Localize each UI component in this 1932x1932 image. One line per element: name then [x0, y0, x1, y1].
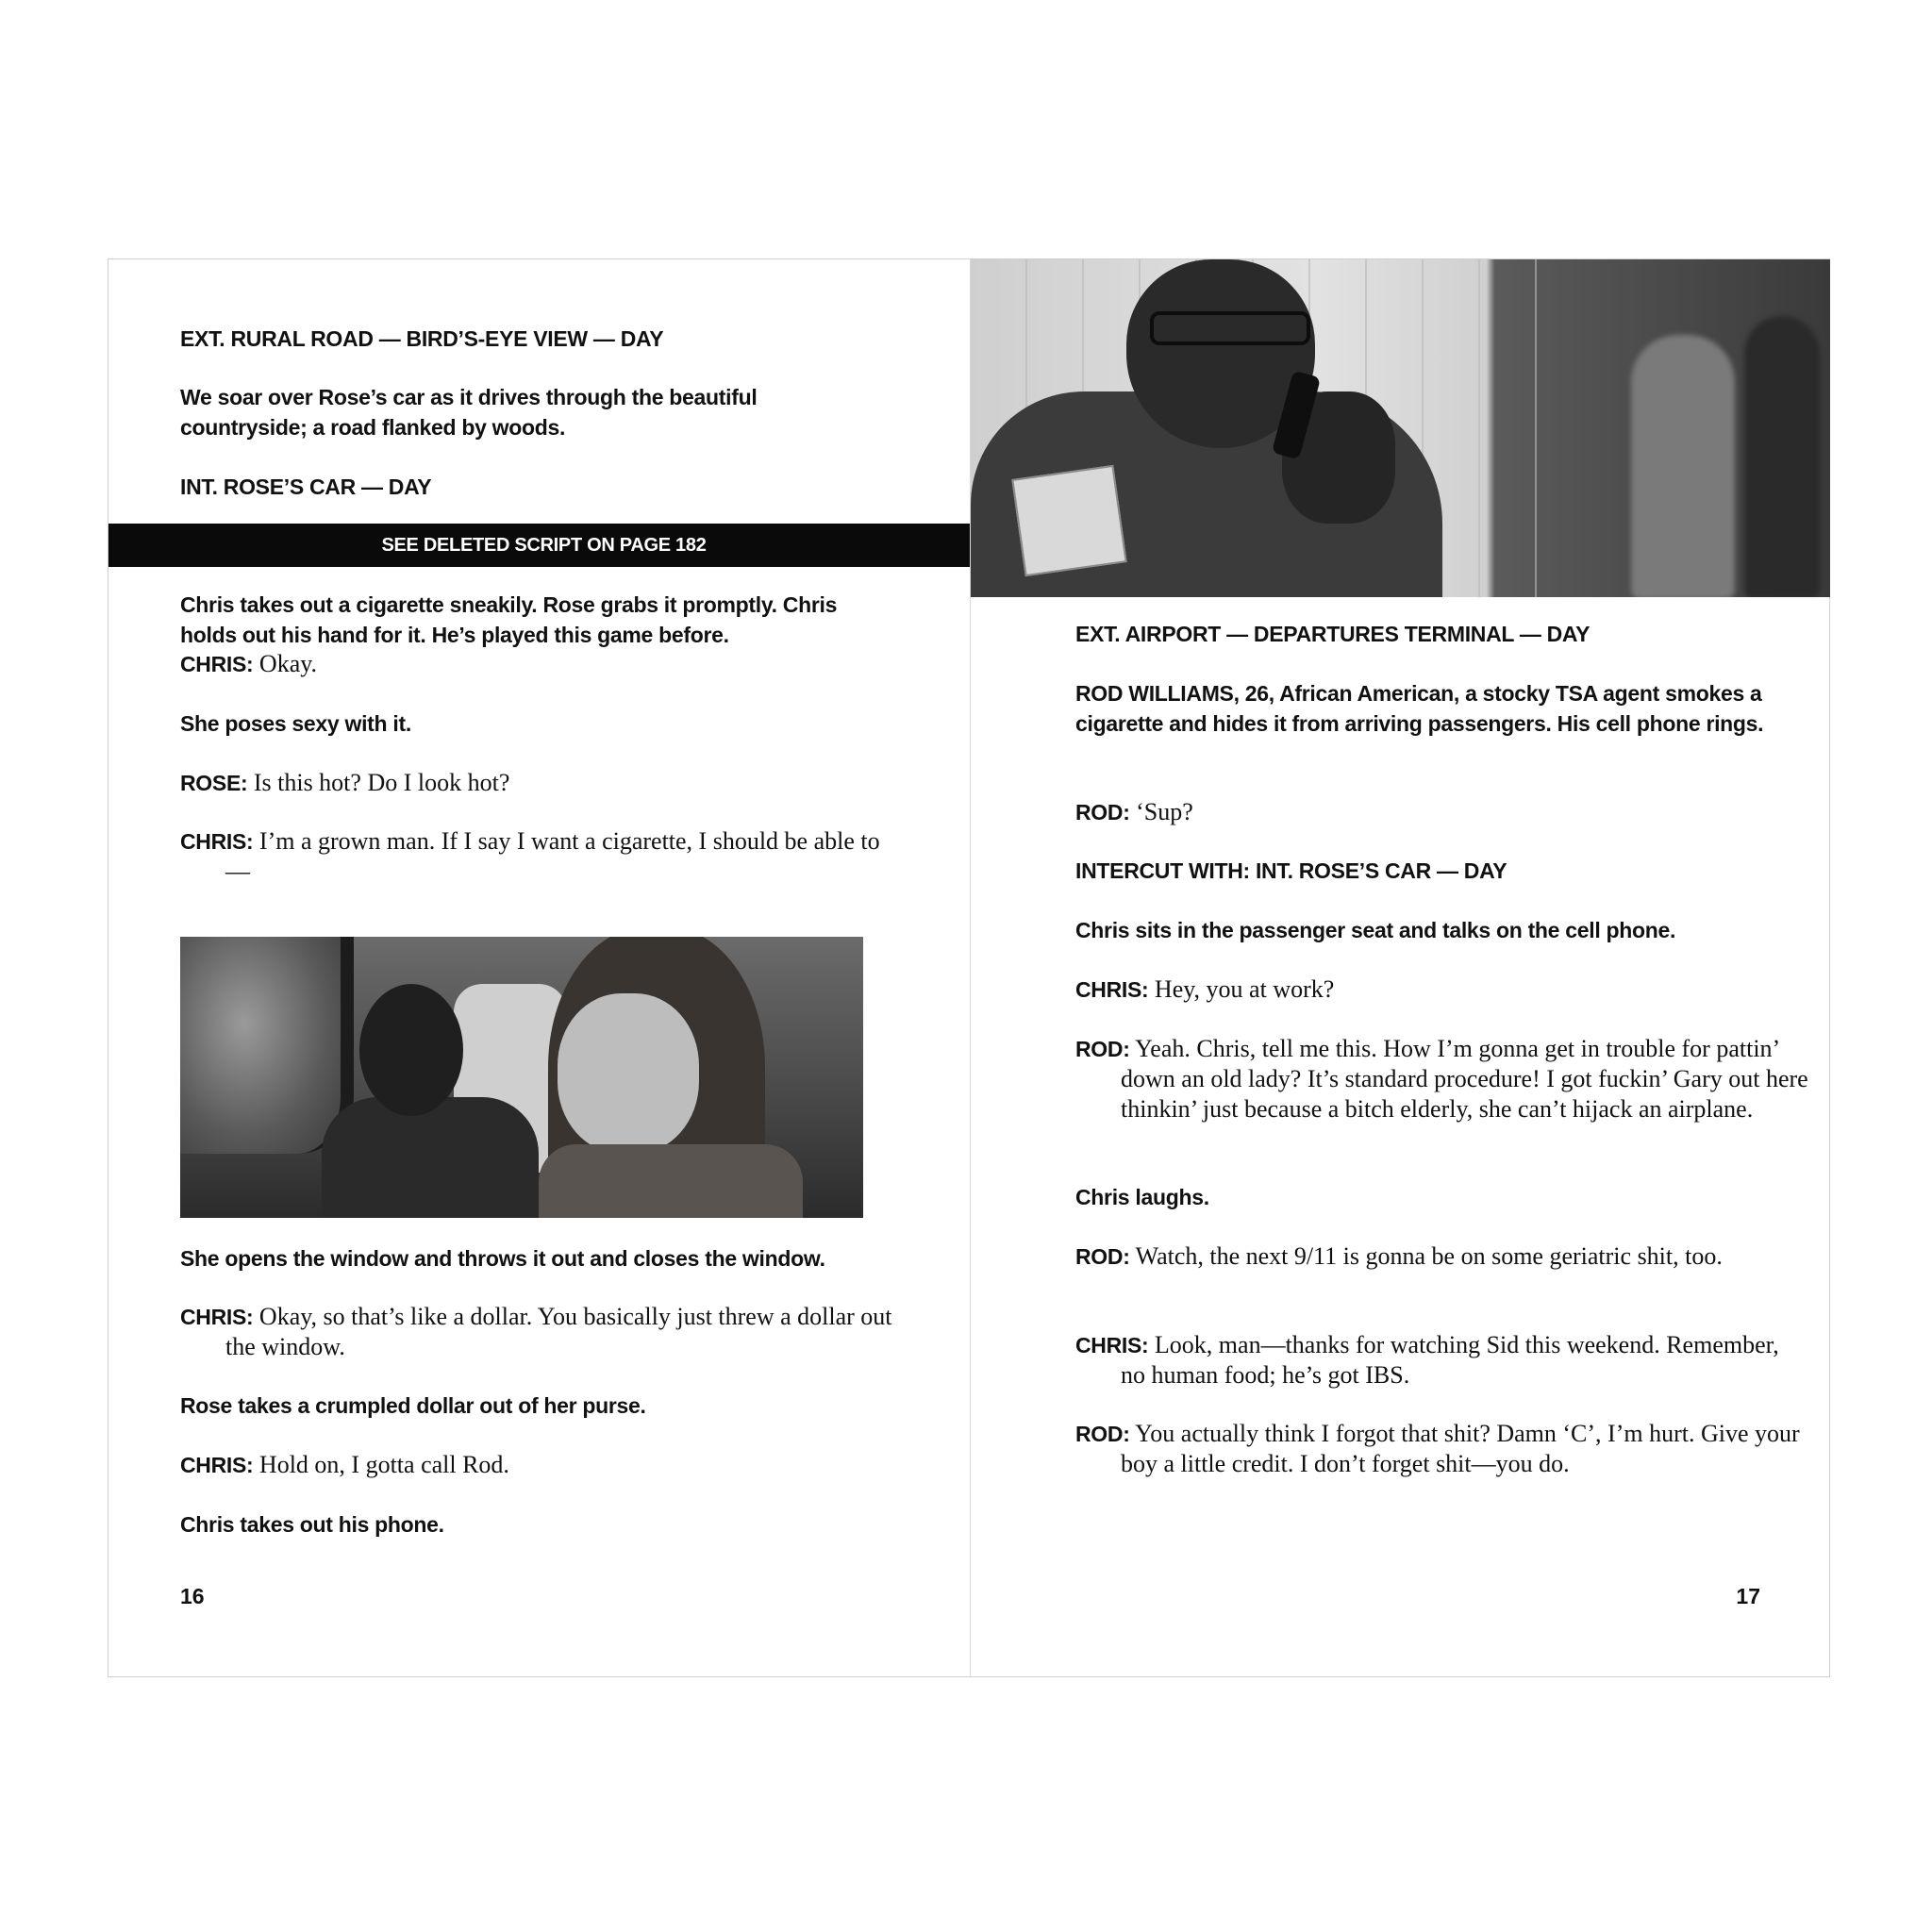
- dialogue-line: [1075, 1241, 1772, 1272]
- speaker-name: CHRIS:: [1075, 1333, 1149, 1357]
- speaker-name: CHRIS:: [180, 829, 254, 854]
- action-line: We soar over Rose’s car as it drives through the beautiful countryside; a road flanked by woods.: [180, 385, 758, 440]
- dialogue-line: [1075, 974, 1819, 1005]
- dialogue-text: Okay.: [258, 650, 318, 677]
- dialogue-text: Yeah. Chris, tell me this. How I’m gonna get in trouble for pattin’ down an old lady? It’s standard procedure! I got fuckin’ Gary out here thinkin’ just because a bitch elderly, she can’t hijack an airplane.: [1121, 1035, 1808, 1123]
- film-still-tsa-agent: [971, 259, 1830, 597]
- action-line: Rose takes a crumpled dollar out of her purse.: [180, 1393, 646, 1418]
- dialogue-line: [180, 768, 924, 798]
- dialogue-text: Look, man—thanks for watching Sid this weekend. Remember, no human food; he’s got IBS.: [1121, 1331, 1779, 1389]
- dialogue-text: Watch, the next 9/11 is gonna be on some geriatric shit, too.: [1135, 1242, 1723, 1270]
- dialogue-text: Okay, so that’s like a dollar. You basically just threw a dollar out the window.: [225, 1303, 892, 1360]
- dialogue-line: [180, 649, 924, 679]
- speaker-name: CHRIS:: [180, 652, 254, 676]
- page-number: 16: [180, 1584, 205, 1608]
- action-line: Chris takes out a cigarette sneakily. Rose grabs it promptly. Chris holds out his hand for it. He’s played this game before.: [180, 592, 838, 647]
- dialogue-line: [1075, 1419, 1819, 1479]
- action-line: She opens the window and throws it out and closes the window.: [180, 1246, 825, 1271]
- speaker-name: CHRIS:: [180, 1305, 254, 1329]
- dialogue-text: I’m a grown man. If I say I want a cigarette, I should be able to—: [225, 827, 880, 885]
- dialogue-text: ‘Sup?: [1136, 798, 1193, 825]
- dialogue-line: [180, 1302, 924, 1362]
- driver-face: [558, 993, 699, 1154]
- dialogue-text: Is this hot? Do I look hot?: [253, 769, 510, 796]
- dialogue-line: [1075, 1034, 1809, 1124]
- scene-heading: EXT. AIRPORT — DEPARTURES TERMINAL — DAY: [1075, 622, 1591, 646]
- dialogue-line: [180, 826, 886, 887]
- background-figure: [1744, 316, 1820, 597]
- action-line: Chris laughs.: [1075, 1185, 1209, 1209]
- car-window: [180, 937, 354, 1154]
- speaker-name: ROD:: [1075, 800, 1130, 824]
- speaker-name: CHRIS:: [1075, 977, 1149, 1002]
- speaker-name: ROD:: [1075, 1037, 1130, 1061]
- scene-heading: INT. ROSE’S CAR — DAY: [180, 475, 432, 499]
- speaker-name: ROD:: [1075, 1244, 1130, 1269]
- background-figure: [1631, 335, 1735, 597]
- driver-figure: [539, 1144, 803, 1218]
- dialogue-text: Hold on, I gotta call Rod.: [258, 1451, 509, 1478]
- dialogue-line: [1075, 1330, 1809, 1391]
- film-still-car: [180, 937, 863, 1218]
- action-line: She poses sexy with it.: [180, 711, 411, 736]
- speaker-name: ROD:: [1075, 1422, 1130, 1446]
- deleted-script-banner: SEE DELETED SCRIPT ON PAGE 182: [108, 524, 970, 567]
- left-page: [108, 259, 970, 1676]
- scene-heading: INTERCUT WITH: INT. ROSE’S CAR — DAY: [1075, 858, 1507, 883]
- speaker-name: CHRIS:: [180, 1453, 254, 1477]
- dialogue-text: You actually think I forgot that shit? Damn ‘C’, I’m hurt. Give your boy a little credit. I don’t forget shit—you do.: [1121, 1420, 1800, 1477]
- speaker-name: ROSE:: [180, 771, 248, 795]
- book-spread: [108, 258, 1830, 1677]
- dialogue-line: [1075, 797, 1819, 827]
- dialogue-line: [180, 1450, 924, 1480]
- glasses-icon: [1150, 311, 1310, 345]
- action-line: Chris takes out his phone.: [180, 1512, 444, 1537]
- id-badge: [1011, 465, 1126, 576]
- scene-heading: EXT. RURAL ROAD — BIRD’S-EYE VIEW — DAY: [180, 326, 664, 351]
- passenger-figure: [322, 1097, 539, 1218]
- action-line: Chris sits in the passenger seat and talks on the cell phone.: [1075, 918, 1676, 942]
- page-number: 17: [1736, 1584, 1760, 1608]
- dialogue-text: Hey, you at work?: [1154, 975, 1335, 1003]
- right-page: [971, 259, 1830, 1676]
- passenger-head: [359, 984, 463, 1116]
- action-line: ROD WILLIAMS, 26, African American, a stocky TSA agent smokes a cigarette and hides it from arriving passengers. His cell phone rings.: [1075, 681, 1764, 736]
